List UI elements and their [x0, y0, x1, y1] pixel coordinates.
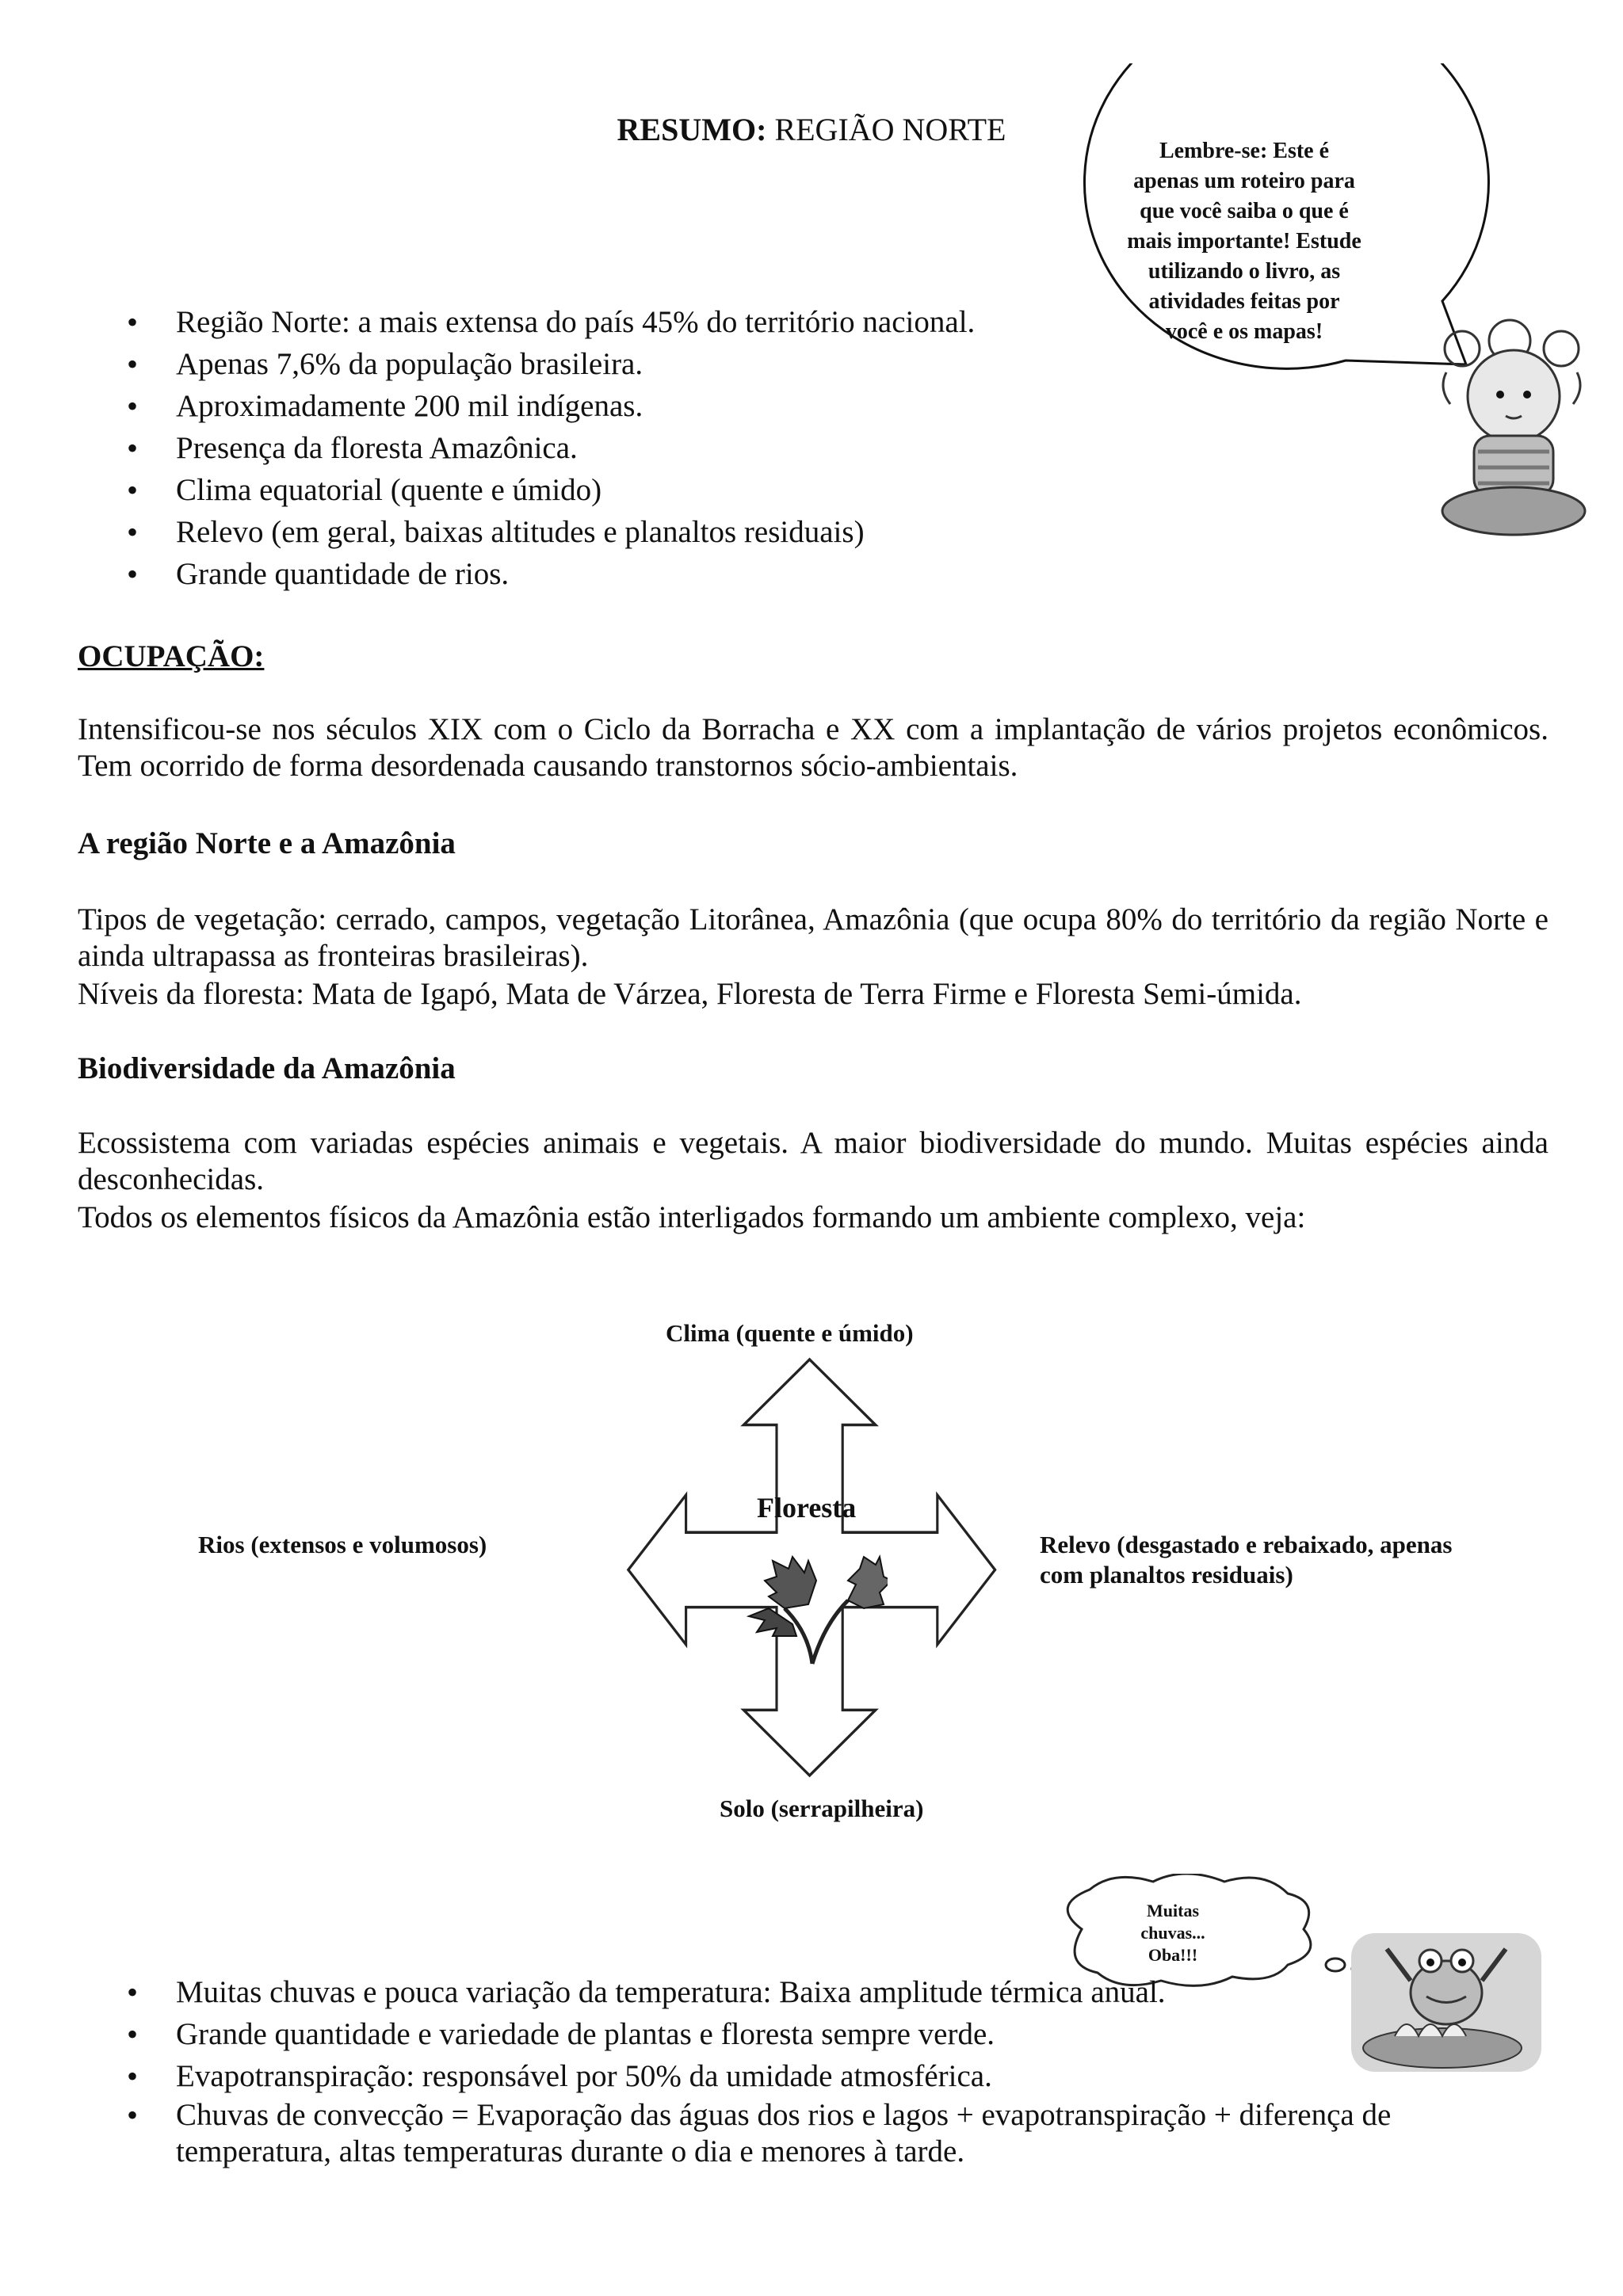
- biodiversidade-text1: Ecossistema com variadas espécies animais e vegetais. A maior biodiversidade do mundo. Muitas espécies ainda desconhecidas.: [78, 1126, 1549, 1196]
- ocupacao-heading: OCUPAÇÃO:: [78, 639, 265, 673]
- list-item: • Muitas chuvas e pouca variação da temperatura: Baixa amplitude térmica anual.: [78, 1971, 1544, 2013]
- regiao-amazonia-text2: Níveis da floresta: Mata de Igapó, Mata de Várzea, Floresta de Terra Firme e Floresta Semi-úmida.: [78, 977, 1302, 1011]
- regiao-amazonia-text1: Tipos de vegetação: cerrado, campos, vegetação Litorânea, Amazônia (que ocupa 80% do território da região Norte e ainda ultrapassa as fronteiras brasileiras).: [78, 902, 1549, 973]
- list-item: • Região Norte: a mais extensa do país 45% do território nacional.: [78, 301, 1108, 343]
- list-item: • Apenas 7,6% da população brasileira.: [78, 343, 1108, 385]
- speech-bubble-text: Lembre-se: Este é apenas um roteiro para que você saiba o que é mais importante! Estude utilizando o livro, as atividades feitas por você e os mapas!: [1127, 139, 1361, 344]
- thought-cloud-text: [1094, 1900, 1252, 1966]
- leaf-icon: [737, 1549, 888, 1668]
- intro-bullet-list: [78, 301, 1108, 595]
- thought-cloud-line: chuvas...: [1140, 1923, 1205, 1943]
- final-bullet-list: [78, 1971, 1544, 2170]
- diagram-center-label: Floresta: [757, 1492, 857, 1524]
- list-item: • Grande quantidade e variedade de plantas e floresta sempre verde.: [78, 2013, 1544, 2055]
- ocupacao-text: Intensificou-se nos séculos XIX com o Ciclo da Borracha e XX com a implantação de vários projetos econômicos. Tem ocorrido de forma desordenada causando transtornos sócio-ambientais.: [78, 712, 1549, 783]
- list-item: • Presença da floresta Amazônica.: [78, 427, 1108, 469]
- diagram-top-label: Clima (quente e úmido): [666, 1319, 914, 1347]
- thought-cloud-line: Muitas: [1147, 1901, 1199, 1920]
- girl-illustration: [1430, 317, 1597, 539]
- diagram-right-label-1: Relevo (desgastado e rebaixado, apenas: [1040, 1531, 1453, 1558]
- list-item: • Chuvas de convecção = Evaporação das águas dos rios e lagos + evapotranspiração + diferença de temperatura, altas temperaturas durante o dia e menores à tarde.: [78, 2097, 1544, 2170]
- title-rest: REGIÃO NORTE: [766, 112, 1006, 147]
- diagram-bottom-label: Solo (serrapilheira): [720, 1794, 924, 1822]
- biodiversidade-heading: Biodiversidade da Amazônia: [78, 1051, 456, 1085]
- diagram-left-label: Rios (extensos e volumosos): [198, 1531, 487, 1558]
- title-bold: RESUMO:: [617, 112, 767, 147]
- list-item: • Grande quantidade de rios.: [78, 553, 1108, 595]
- list-item: • Clima equatorial (quente e úmido): [78, 469, 1108, 511]
- list-item: • Relevo (em geral, baixas altitudes e planaltos residuais): [78, 511, 1108, 553]
- list-item: • Aproximadamente 200 mil indígenas.: [78, 385, 1108, 427]
- thought-cloud-line: Oba!!!: [1148, 1945, 1198, 1965]
- biodiversidade-text2: Todos os elementos físicos da Amazônia estão interligados formando um ambiente complexo, veja:: [78, 1200, 1306, 1234]
- list-item: • Evapotranspiração: responsável por 50% da umidade atmosférica.: [78, 2055, 1544, 2097]
- regiao-amazonia-heading: A região Norte e a Amazônia: [78, 826, 456, 860]
- diagram-right-label-2: com planaltos residuais): [1040, 1561, 1293, 1589]
